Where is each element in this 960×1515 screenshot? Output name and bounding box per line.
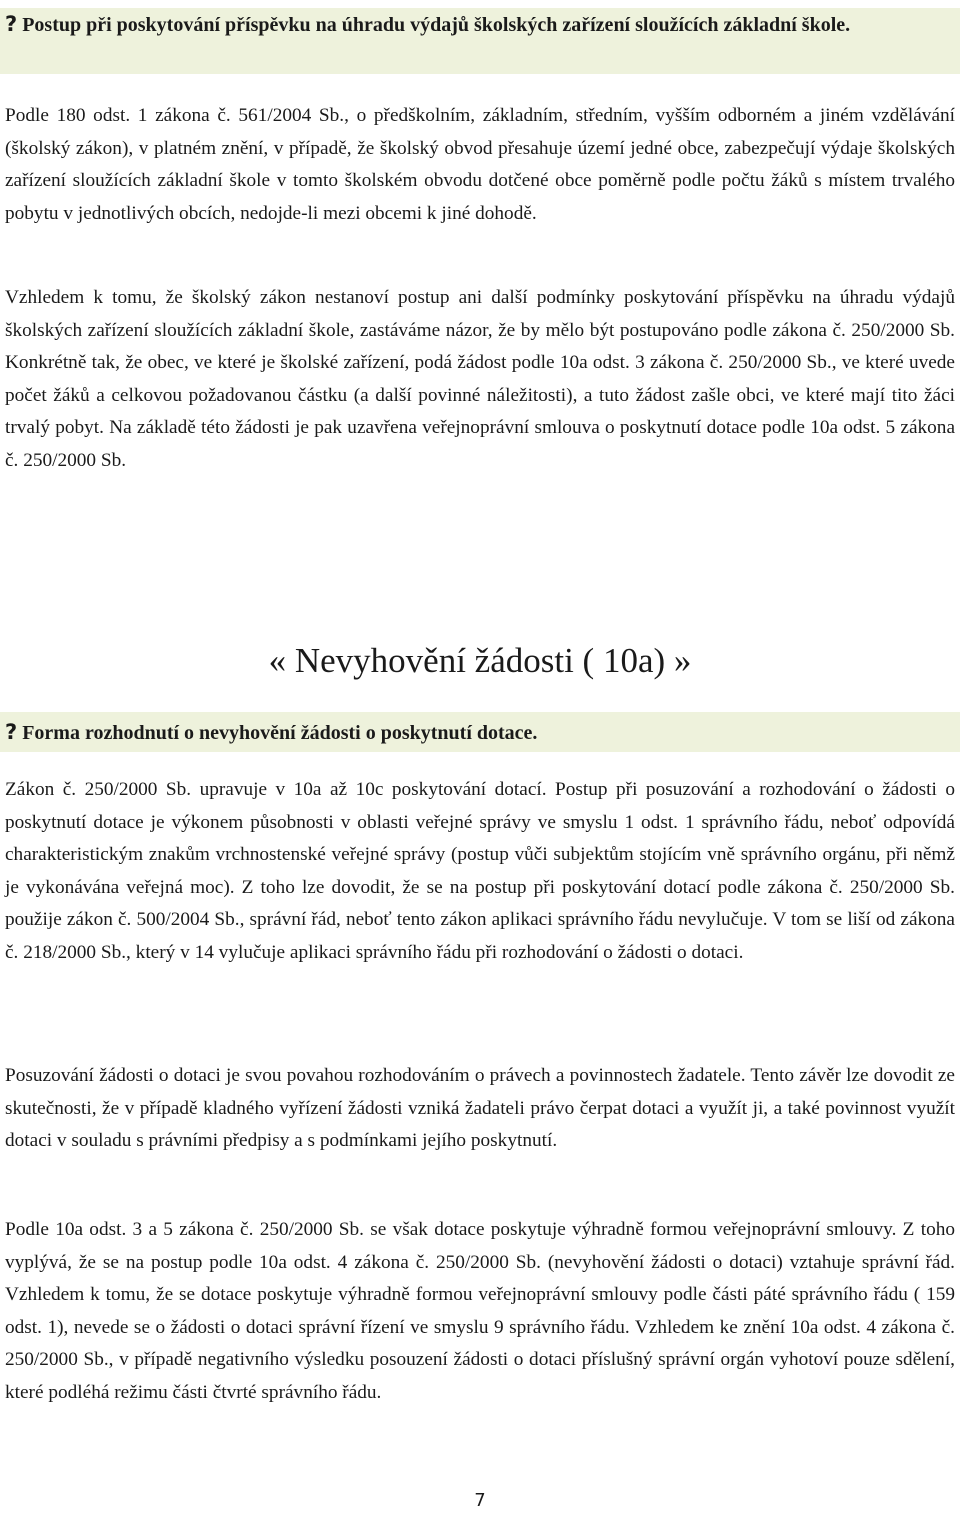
question-heading-2-text: Forma rozhodnutí o nevyhovění žádosti o poskytnutí dotace.	[22, 722, 538, 744]
paragraph-5: Podle 10a odst. 3 a 5 zákona č. 250/2000 Sb. se však dotace poskytuje výhradně formou veřejnoprávní smlouvy. Z toho vyplývá, že se na postup podle 10a odst. 4 zákona č. 250/2000 Sb. (nevyhovění žádosti o dotaci) vztahuje správní řád. Vzhledem k tomu, že se dotace poskytuje výhradně formou veřejnoprávní smlouvy podle části páté správního řádu ( 159 odst. 1), nevede se o žádosti o dotaci správní řízení ve smyslu 9 správního řádu. Vzhledem ke znění 10a odst. 4 zákona č. 250/2000 Sb., v případě negativního výsledku posouzení žádosti o dotaci příslušný správní orgán vyhotoví pouze sdělení, které podléhá režimu části čtvrté správního řádu.	[5, 1219, 955, 1403]
question-heading-1-text: Postup při poskytování příspěvku na úhradu výdajů školských zařízení sloužících základní škole.	[22, 14, 851, 36]
question-mark-2: ?	[5, 720, 18, 744]
paragraph-2: Vzhledem k tomu, že školský zákon nestanoví postup ani další podmínky poskytování příspěvku na úhradu výdajů školských zařízení sloužících základní škole, zastáváme názor, že by mělo být postupováno podle zákona č. 250/2000 Sb. Konkrétně tak, že obec, ve které je školské zařízení, podá žádost podle 10a odst. 3 zákona č. 250/2000 Sb., ve které uvede počet žáků a celkovou požadovanou částku (a další povinné náležitosti), a tuto žádost zašle obci, ve které mají tito žáci trvalý pobyt. Na základě této žádosti je pak uzavřena veřejnoprávní smlouva o poskytnutí dotace podle 10a odst. 5 zákona č. 250/2000 Sb.	[5, 287, 955, 471]
question-mark-1: ?	[5, 12, 18, 36]
question-heading-1	[0, 8, 960, 74]
paragraph-3: Zákon č. 250/2000 Sb. upravuje v 10a až 10c poskytování dotací. Postup při posuzování a rozhodování o žádosti o poskytnutí dotace je výkonem působnosti v oblasti veřejné správy ve smyslu 1 odst. 1 správního řádu, neboť odpovídá charakteristickým znakům vrchnostenské veřejné správy (postup vůči subjektům stojícím vně správního orgánu, při němž je vykonávána veřejná moc). Z toho lze dovodit, že se na postup při poskytování dotací podle zákona č. 250/2000 Sb. použije zákon č. 500/2004 Sb., správní řád, neboť tento zákon aplikaci správního řádu nevylučuje. V tom se liší od zákona č. 218/2000 Sb., který v 14 vylučuje aplikaci správního řádu při rozhodování o žádosti o dotaci.	[5, 779, 955, 963]
paragraph-1: Podle 180 odst. 1 zákona č. 561/2004 Sb., o předškolním, základním, středním, vyšším odborném a jiném vzdělávání (školský zákon), v platném znění, v případě, že školský obvod přesahuje území jedné obce, zabezpečují výdaje školských zařízení sloužících základní škole v tomto školském obvodu dotčené obce poměrně podle počtu žáků s místem trvalého pobytu v jednotlivých obcích, nedojde-li mezi obcemi k jiné dohodě.	[5, 105, 955, 224]
section-title: « Nevyhovění žádosti ( 10a) »	[268, 641, 692, 680]
page-number: 7	[474, 1490, 486, 1511]
question-heading-2	[0, 712, 960, 752]
paragraph-4: Posuzování žádosti o dotaci je svou povahou rozhodováním o právech a povinnostech žadatele. Tento závěr lze dovodit ze skutečnosti, že v případě kladného vyřízení žádosti vzniká žadateli právo čerpat dotaci a využít ji, a také povinnost využít dotaci v souladu s právními předpisy a s podmínkami jejího poskytnutí.	[5, 1065, 955, 1152]
